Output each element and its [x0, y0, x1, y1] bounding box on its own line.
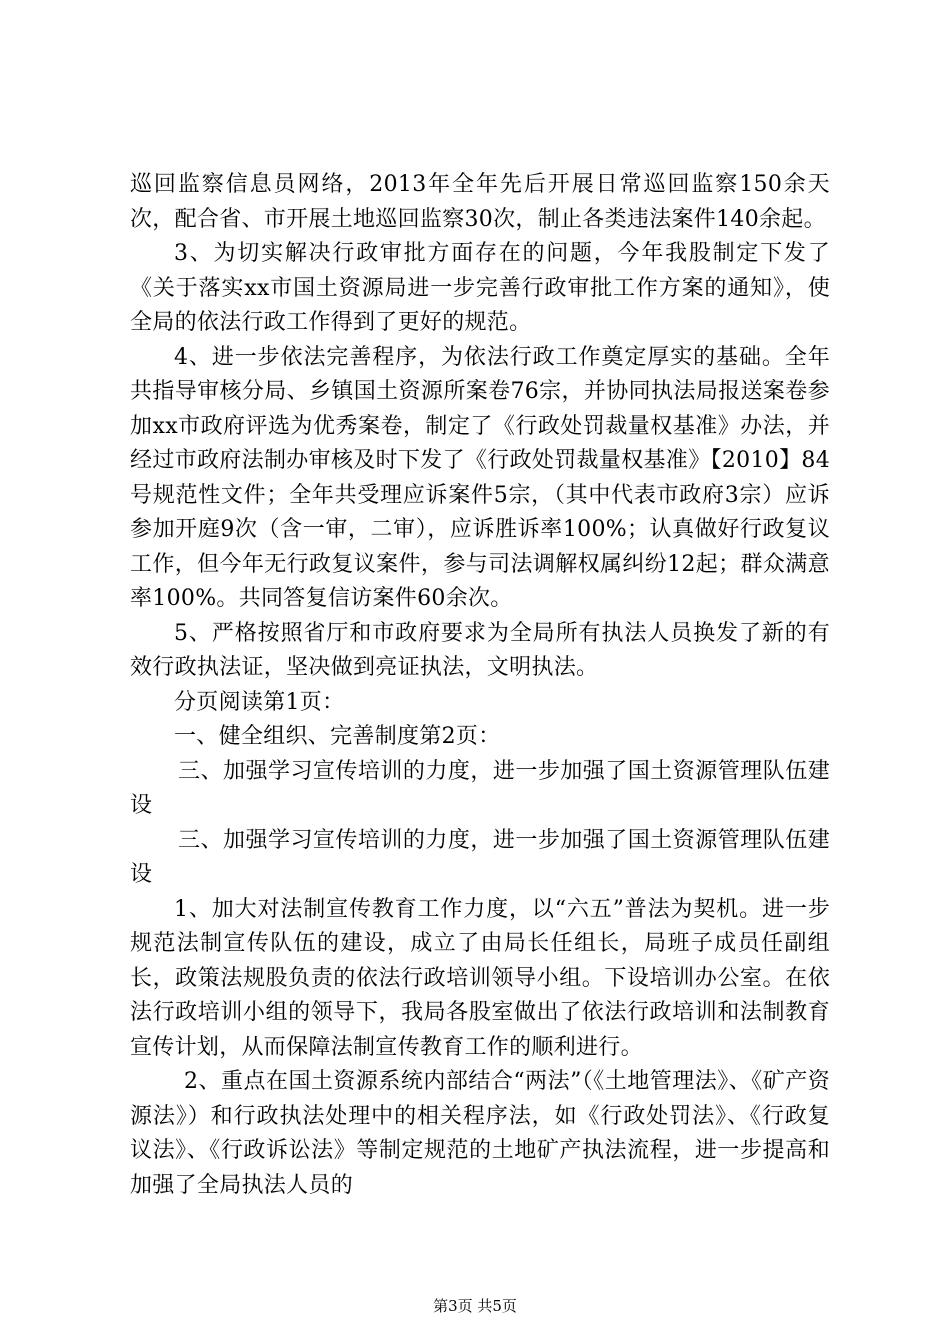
paging-note-1: 分页阅读第1页：	[174, 689, 345, 715]
paragraph-item-3: 3、为切实解决行政审批方面存在的问题，今年我股制定下发了《关于落实xx市国土资源局进一步完善行政审批工作方案的通知》，使全局的依法行政工作得到了更好的规范。	[130, 241, 830, 335]
paragraph-item-5: 5、严格按照省厅和市政府要求为全局所有执法人员换发了新的有效行政执法证，坚决做到亮证执法，文明执法。	[130, 620, 830, 680]
document-body	[130, 168, 830, 1203]
paragraph-continuation: 巡回监察信息员网络，2013年全年先后开展日常巡回监察150余天次，配合省、市开展土地巡回监察30次，制止各类违法案件140余起。	[130, 172, 830, 232]
page-number-label: 第3页 共5页	[433, 1297, 517, 1315]
paragraph-item-2: 2、重点在国土资源系统内部结合“两法”（《土地管理法》、《矿产资源法》）和行政执法处理中的相关程序法，如《行政处罚法》、《行政复议法》、《行政诉讼法》等制定规范的土地矿产执法流程，进一步提高和加强了全局执法人员的	[130, 1069, 830, 1198]
paging-note-2: 一、健全组织、完善制度第2页：	[174, 724, 501, 749]
section-heading-3-repeat: 三、加强学习宣传培训的力度，进一步加强了国土资源管理队伍建设	[130, 827, 830, 887]
page-footer	[0, 1296, 950, 1316]
section-heading-3: 三、加强学习宣传培训的力度，进一步加强了国土资源管理队伍建设	[130, 758, 830, 818]
paragraph-item-1: 1、加大对法制宣传教育工作力度，以“六五”普法为契机。进一步规范法制宣传队伍的建设，成立了由局长任组长，局班子成员任副组长，政策法规股负责的依法行政培训领导小组。下设培训办公室。在依法行政培训小组的领导下，我局各股室做出了依法行政培训和法制教育宣传计划，从而保障法制宣传教育工作的顺利进行。	[130, 896, 830, 1060]
paragraph-item-4: 4、进一步依法完善程序，为依法行政工作奠定厚实的基础。全年共指导审核分局、乡镇国土资源所案卷76宗，并协同执法局报送案卷参加xx市政府评选为优秀案卷，制定了《行政处罚裁量权基准》办法，并经过市政府法制办审核及时下发了《行政处罚裁量权基准》【2010】84号规范性文件；全年共受理应诉案件5宗，（其中代表市政府3宗）应诉参加开庭9次（含一审，二审），应诉胜诉率100%；认真做好行政复议工作，但今年无行政复议案件，参与司法调解权属纠纷12起；群众满意率100%。共同答复信访案件60余次。	[130, 344, 830, 611]
